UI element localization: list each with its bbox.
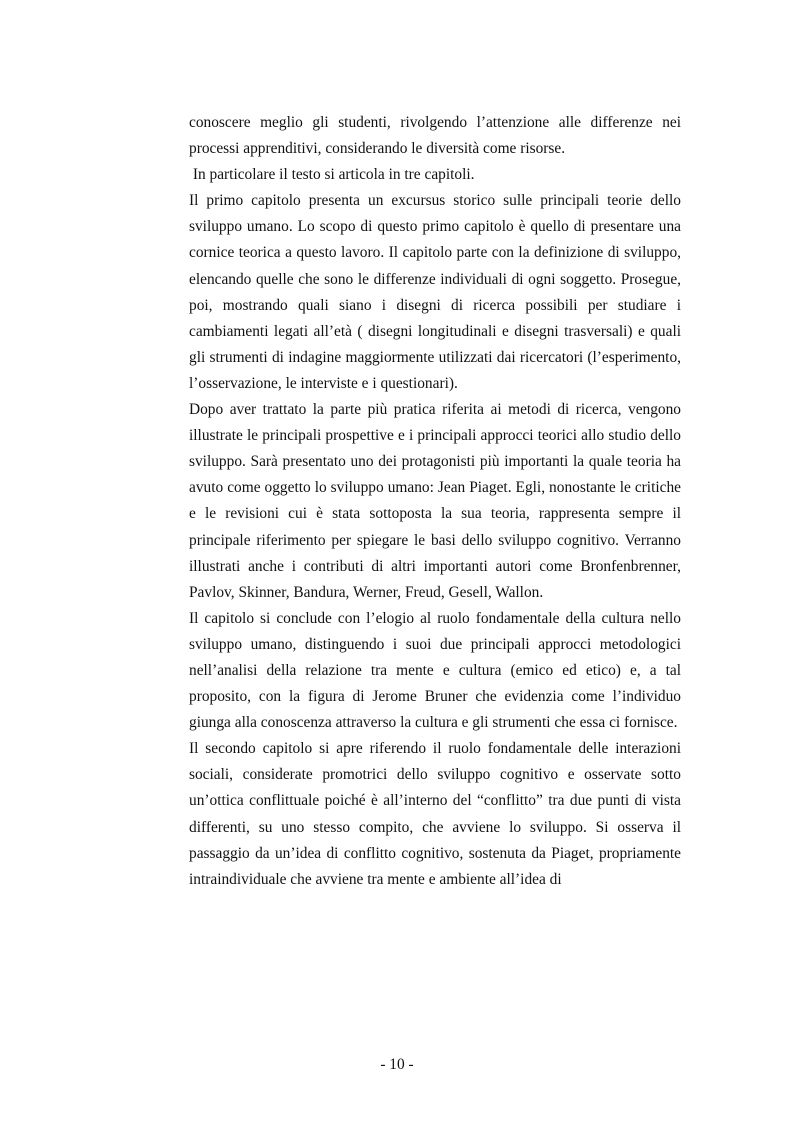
paragraph-1: conoscere meglio gli studenti, rivolgendo l’attenzione alle differenze nei processi apprenditivi, considerando le diversità come risorse. [189,114,681,158]
paragraph-4: Dopo aver trattato la parte più pratica riferita ai metodi di ricerca, vengono illustrate le principali prospettive e i principali approcci teorici allo studio dello sviluppo. Sarà presentato uno dei protagonisti più importanti la quale teoria ha avuto come oggetto lo sviluppo umano: Jean Piaget. Egli, nonostante le critiche e le revisioni cui è stata sottoposta la sua teoria, rappresenta sempre il principale riferimento per spiegare le basi dello sviluppo cognitivo. Verranno illustrati anche i contributi di altri importanti autori come Bronfenbrenner, Pavlov, Skinner, Bandura, Werner, Freud, Gesell, Wallon. [189,401,681,601]
paragraph-6: Il secondo capitolo si apre riferendo il ruolo fondamentale delle interazioni sociali, considerate promotrici dello sviluppo cognitivo e osservate sotto un’ottica conflittuale poiché è all’interno del “conflitto” tra due punti di vista differenti, su uno stesso compito, che avviene lo sviluppo. Si osserva il passaggio da un’idea di conflitto cognitivo, sostenuta da Piaget, propriamente intraindividuale che avviene tra mente e ambiente all’idea di [189,740,681,888]
page-body [189,110,681,893]
paragraph-3: Il primo capitolo presenta un excursus storico sulle principali teorie dello sviluppo umano. Lo scopo di questo primo capitolo è quello di presentare una cornice teorica a questo lavoro. Il capitolo parte con la definizione di sviluppo, elencando quelle che sono le differenze individuali di ogni soggetto. Prosegue, poi, mostrando quali siano i disegni di ricerca possibili per studiare i cambiamenti legati all’età ( disegni longitudinali e disegni trasversali) e quali gli strumenti di indagine maggiormente utilizzati dai ricercatori (l’esperimento, l’osservazione, le interviste e i questionari). [189,192,681,392]
paragraph-2: In particolare il testo si articola in tre capitoli. [189,166,475,184]
page-number: - 10 - [380,1056,414,1073]
paragraph-5: Il capitolo si conclude con l’elogio al ruolo fondamentale della cultura nello sviluppo umano, distinguendo i suoi due principali approcci metodologici nell’analisi della relazione tra mente e cultura (emico ed etico) e, a tal proposito, con la figura di Jerome Bruner che evidenzia come l’individuo giunga alla conoscenza attraverso la cultura e gli strumenti che essa ci fornisce. [189,609,681,732]
